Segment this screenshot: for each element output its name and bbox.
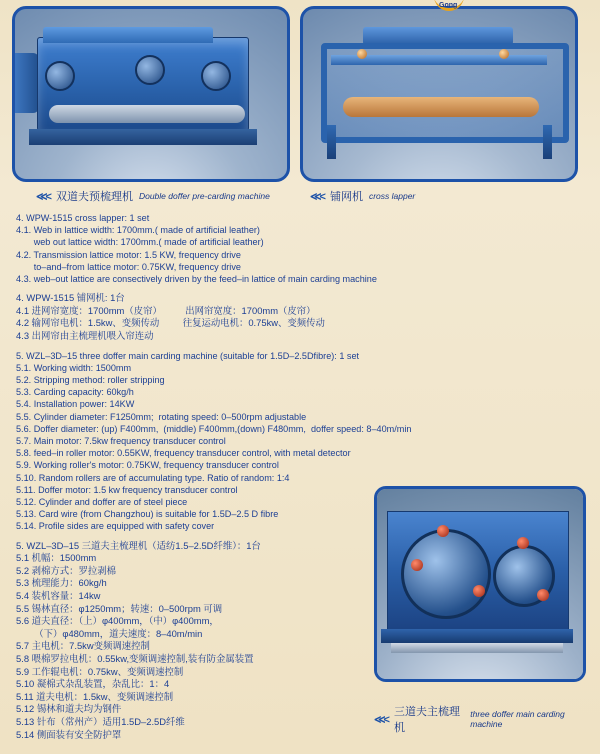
spec-line: 5.12 锡林和道夫均为钢件	[16, 703, 122, 715]
section-heading: 4. WPW-1515 cross lapper: 1 set	[16, 213, 150, 223]
spec-line: 5.13. Card wire (from Changzhou) is suitable for 1.5D–2.5 D fibre	[16, 509, 279, 520]
machine3-bolt	[411, 559, 423, 571]
logo-text: Gong	[439, 2, 458, 9]
chevron-left-icon: ≪<	[374, 713, 388, 726]
spec-line: 5.6 道夫直径：（上）φ400mm，（中）φ400mm，	[16, 615, 219, 627]
spec-line: 4.3. web–out lattice are consectively driven by the feed–in lattice of main carding machine	[16, 274, 377, 285]
section-wpw-1515-cn	[16, 292, 586, 342]
chevron-left-icon: ≪<	[36, 190, 50, 203]
spec-line: 5.10 凝棉式杂乱装置，杂乱比：1：4	[16, 678, 170, 690]
spec-line: 5.9 工作辊电机：0.75kw、变频调速控制	[16, 665, 184, 677]
spec-line: 4.2 输网帘电机：1.5kw、变频传动 往复运动电机：0.75kw、变频传动	[16, 317, 325, 329]
spec-line: 5.7. Main motor: 7.5kw frequency transducer control	[16, 436, 226, 447]
machine1-wheel	[201, 61, 231, 91]
caption-three-doffer	[374, 703, 588, 735]
specification-text	[0, 204, 600, 741]
caption-en-text: three doffer main carding machine	[470, 709, 565, 730]
machine2-leg	[543, 125, 552, 159]
caption-cn-text: 铺网机	[329, 191, 363, 203]
section-heading: 5. WZL–3D–15 three doffer main carding machine (suitable for 1.5D–2.5Dfibre): 1 set	[16, 350, 360, 361]
spec-line: 5.4. Installation power: 14KW	[16, 399, 135, 410]
spec-line: 5.13 针布（常州产）适用1.5D–2.5D纤维	[16, 715, 185, 727]
spec-line: 5.5 锡林直径：φ1250mm；转速：0–500rpm 可调	[16, 602, 223, 614]
machine1-hood	[43, 27, 213, 43]
spec-line: 4.1. Web in lattice width: 1700mm.( made of artificial leather)	[16, 225, 260, 236]
spec-line: （下）φ480mm，道夫速度：8–40m/min	[16, 627, 203, 639]
spec-line: 5.3 梳理能力：60kg/h	[16, 577, 107, 589]
machine3-bolt	[437, 525, 449, 537]
spec-line: 5.2. Stripping method: roller stripping	[16, 375, 165, 385]
machine1-duct	[15, 53, 39, 113]
machine-illustration-1	[15, 9, 287, 179]
machine1-base	[29, 129, 257, 145]
section-heading: 5. WZL–3D–15 三道夫主梳理机（适纺1.5–2.5D纤维）：1台	[16, 539, 261, 551]
spec-line: 4.2. Transmission lattice motor: 1.5 KW, frequency drive	[16, 249, 241, 260]
photo-double-doffer-pre-carding-machine	[12, 6, 290, 182]
spec-line: 5.9. Working roller's motor: 0.75KW, frequency transducer control	[16, 460, 279, 471]
chevron-left-icon: ≪<	[310, 190, 324, 203]
spec-line: 5.8 喂棉罗拉电机：0.55kw,变频调速控制,装有防金属装置	[16, 652, 254, 664]
photo-cross-lapper	[300, 6, 578, 182]
spec-line: 5.11. Doffer motor: 1.5 kw frequency transducer control	[16, 484, 238, 495]
spacer	[16, 343, 586, 350]
caption-cn-text: 三道夫主梳理机	[393, 706, 460, 735]
section-wzl-3d-15-en	[16, 350, 586, 484]
machine3-cylinder	[401, 529, 491, 619]
spec-line: 5.2 剥棉方式：罗拉剥棉	[16, 564, 117, 576]
photo-caption-row	[0, 182, 600, 204]
spec-line: 5.5. Cylinder diameter: F1250mm; rotating speed: 0–500rpm adjustable	[16, 411, 307, 422]
top-photo-row	[0, 0, 600, 182]
machine1-roller	[49, 105, 245, 123]
spec-line: 5.14. Profile sides are equipped with safety cover	[16, 521, 215, 532]
spacer	[16, 285, 586, 292]
machine2-leg	[327, 125, 336, 159]
machine3-belt	[391, 643, 563, 653]
machine2-hub	[357, 49, 367, 59]
spec-line: web out lattice width: 1700mm.( made of artificial leather)	[16, 237, 264, 248]
caption-cn-text: 双道夫预梳理机	[55, 191, 133, 203]
machine2-drum	[343, 97, 539, 117]
company-logo	[430, 0, 470, 14]
spec-line: 5.11 道夫电机：1.5kw、变频调速控制	[16, 690, 174, 702]
caption-en-text: Double doffer pre-carding machine	[138, 191, 270, 201]
spec-line: 5.7 主电机：7.5kw变频调速控制	[16, 640, 150, 652]
spec-line: 5.4 装机容量：14kw	[16, 590, 101, 602]
spec-line: 5.8. feed–in roller motor: 0.55KW, frequency transducer control, with metal detector	[16, 448, 351, 459]
machine3-bolt	[537, 589, 549, 601]
spec-line: 5.1. Working width: 1500mm	[16, 362, 132, 373]
spec-line: 5.6. Doffer diameter: (up) F400mm, (middle) F400mm,(down) F480mm, doffer speed: 8–40m/min	[16, 423, 412, 434]
caption-cross-lapper	[294, 188, 415, 204]
spec-line: 5.10. Random rollers are of accumulating type. Ratio of random: 1:4	[16, 472, 290, 483]
spec-line: 5.3. Carding capacity: 60kg/h	[16, 387, 134, 398]
section-heading: 4. WPW-1515 铺网机: 1台	[16, 292, 125, 304]
caption-double-doffer	[12, 188, 294, 204]
spec-line: 5.14 侧面装有安全防护罩	[16, 728, 122, 740]
machine3-bolt	[473, 585, 485, 597]
spec-line: 4.1 进网帘宽度：1700mm（皮帘） 出网帘宽度：1700mm（皮帘）	[16, 304, 316, 316]
photo-three-doffer-main-carding-machine	[374, 486, 586, 682]
machine3-bolt	[517, 537, 529, 549]
spec-line: 4.3 出网帘由主梳理机喂入帘连动	[16, 330, 154, 341]
machine1-wheel	[45, 61, 75, 91]
spec-line: 5.12. Cylinder and doffer are of steel piece	[16, 497, 188, 508]
machine3-base	[381, 629, 573, 643]
machine1-wheel	[135, 55, 165, 85]
spec-line: to–and–from lattice motor: 0.75KW, frequency drive	[16, 261, 241, 272]
spec-line: 5.1 机幅：1500mm	[16, 552, 97, 564]
caption-en-text: cross lapper	[368, 191, 416, 201]
machine-illustration-3	[377, 489, 583, 679]
machine-illustration-2	[303, 9, 575, 179]
machine2-hub	[499, 49, 509, 59]
section-wpw-1515-en	[16, 212, 586, 285]
